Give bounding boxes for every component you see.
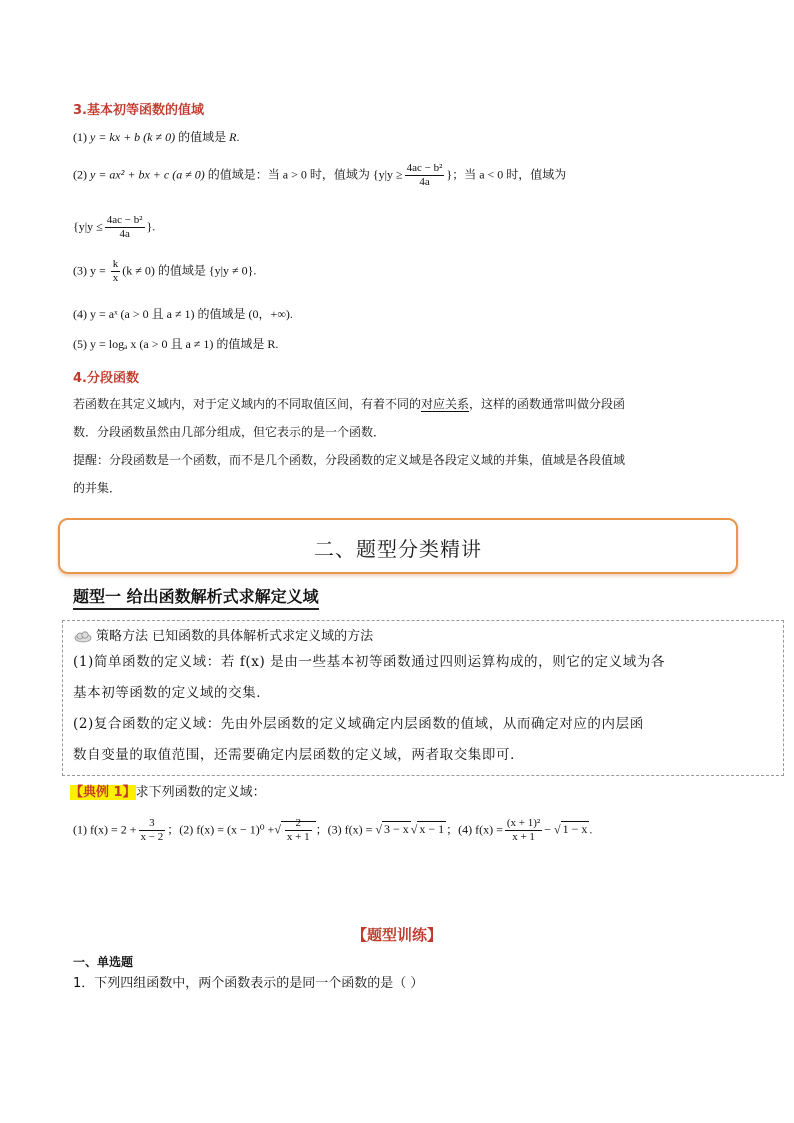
f2-fraction xyxy=(285,817,312,844)
p1-b: ，这样的函数通常叫做分段函 xyxy=(469,397,626,411)
section4-paragraph xyxy=(73,390,733,502)
l1-eq: y = kx + b (k ≠ 0) xyxy=(90,130,176,144)
type1-title: 题型一 给出函数解析式求解定义域 xyxy=(73,584,319,610)
range-line-5: (5) y = logₐ x (a > 0 且 a ≠ 1) 的值域是 R. xyxy=(73,337,279,351)
f1-den: x − 2 xyxy=(140,831,164,843)
l1-post: 的值域是 xyxy=(175,130,230,144)
f4-root: 1 − x xyxy=(562,822,588,837)
f3-root1: 3 − x xyxy=(383,822,409,837)
strategy-line-3: (2)复合函数的定义域：先由外层函数的定义域确定内层函数的值域，从而确定对应的内层函 xyxy=(73,716,644,732)
f2-pre: ；(2) f(x) = (x − 1)⁰ + xyxy=(167,822,275,837)
l1-R: R xyxy=(229,130,237,144)
range-line-1 xyxy=(73,128,239,145)
example-prompt: 求下列函数的定义域： xyxy=(135,785,266,800)
l2-eq: y = ax² + bx + c (a ≠ 0) xyxy=(90,167,205,182)
l3-pre: (3) y = xyxy=(73,263,109,278)
l3-fraction xyxy=(111,258,121,285)
strategy-body xyxy=(73,647,773,771)
training-title: 【题型训练】 xyxy=(351,926,442,944)
l3-num: k xyxy=(112,258,119,270)
p2-line2: 的并集． xyxy=(73,481,122,495)
l3-den: x xyxy=(112,272,119,284)
f4-den: x + 1 xyxy=(512,831,535,843)
strategy-box xyxy=(62,620,784,776)
f1-fraction xyxy=(139,817,166,844)
l2b-set-right: }. xyxy=(146,219,156,234)
p2-line1: 提醒：分段函数是一个函数，而不是几个函数，分段函数的定义域是各段定义域的并集，值域是各段值域 xyxy=(73,453,626,467)
l2b-num: 4ac − b² xyxy=(106,214,143,226)
l2b-set-left: {y|y ≤ xyxy=(73,219,103,234)
range-line-2b xyxy=(73,214,155,241)
f2-num: 2 xyxy=(285,817,312,831)
banner-title: 二、题型分类精讲 xyxy=(314,537,482,561)
strategy-head-text: 策略方法 已知函数的具体解析式求定义域的方法 xyxy=(96,629,374,644)
example-heading xyxy=(70,781,266,800)
question-1: 1．下列四组函数中，两个函数表示的是同一个函数的是（ ） xyxy=(73,976,424,991)
p1-line1 xyxy=(73,390,733,418)
training-subtitle: 一、单选题 xyxy=(73,955,134,969)
l2-pre: (2) xyxy=(73,167,90,182)
f4-pre: ；(4) f(x) = xyxy=(446,822,503,837)
section3-title: 3.基本初等函数的值域 xyxy=(73,103,204,118)
l2-fraction xyxy=(405,162,445,189)
l2-den: 4a xyxy=(419,176,430,188)
section4-title: 4.分段函数 xyxy=(73,371,139,386)
l2-mid2: ；当 a < 0 时，值域为 xyxy=(452,167,567,182)
l3-post: (k ≠ 0) 的值域是 {y|y ≠ 0}. xyxy=(122,263,257,278)
f4-fraction xyxy=(505,817,542,844)
strategy-head xyxy=(73,625,373,644)
l1-pre: (1) xyxy=(73,130,90,144)
p1-a: 若函数在其定义域内，对于定义域内的不同取值区间，有着不同的 xyxy=(73,397,422,411)
f1-pre: (1) f(x) = 2 + xyxy=(73,822,137,837)
range-line-4: (4) y = aˣ (a > 0 且 a ≠ 1) 的值域是 (0，+∞). xyxy=(73,307,293,321)
example-functions: (1) f(x) = 2 + $\frac{3}{x - 2}$ ；(2) f(x) = (x − 1)⁰ +√ $\frac{2}{x + 1}$ ；(3) f(x) = √ 3 − x √ x − 1 ；(4) f(x) = $\frac{\text{(x + 1)²}}{x + 1}$ − √ 1 − x . xyxy=(73,817,593,843)
p1-line2: 数．分段函数虽然由几部分组成，但它表示的是一个函数． xyxy=(73,425,386,439)
l2-num: 4ac − b² xyxy=(406,162,443,174)
f1-num: 3 xyxy=(139,817,166,831)
l2-set-left: {y|y ≥ xyxy=(372,167,403,182)
example-badge: 【典例 1】 xyxy=(70,785,136,800)
cloud-icon xyxy=(73,631,93,643)
l2b-fraction xyxy=(105,214,145,241)
strategy-line-2: 基本初等函数的定义域的交集． xyxy=(73,685,271,701)
f3-root2: x − 1 xyxy=(419,822,445,837)
section-banner xyxy=(58,518,738,574)
f3-pre: ；(3) f(x) = xyxy=(315,822,373,837)
f-end: . xyxy=(589,822,593,837)
p1-underlined: 对应关系 xyxy=(421,397,470,411)
l2-set-right: } xyxy=(446,167,453,182)
f2-den: x + 1 xyxy=(286,831,310,843)
l2b-den: 4a xyxy=(119,228,130,240)
f4-num: (x + 1)² xyxy=(506,817,541,829)
range-line-3 xyxy=(73,258,256,285)
f4-minus: − xyxy=(544,822,551,837)
strategy-line-4: 数自变量的取值范围，还需要确定内层函数的定义域，两者取交集即可． xyxy=(73,747,525,763)
l2-mid: 的值域是：当 a > 0 时，值域为 xyxy=(204,167,373,182)
strategy-line-1: (1)简单函数的定义域：若 f(x) 是由一些基本初等函数通过四则运算构成的，则它的定义域为各 xyxy=(73,654,666,670)
l1-end: . xyxy=(236,130,240,144)
range-line-2 xyxy=(73,162,566,189)
